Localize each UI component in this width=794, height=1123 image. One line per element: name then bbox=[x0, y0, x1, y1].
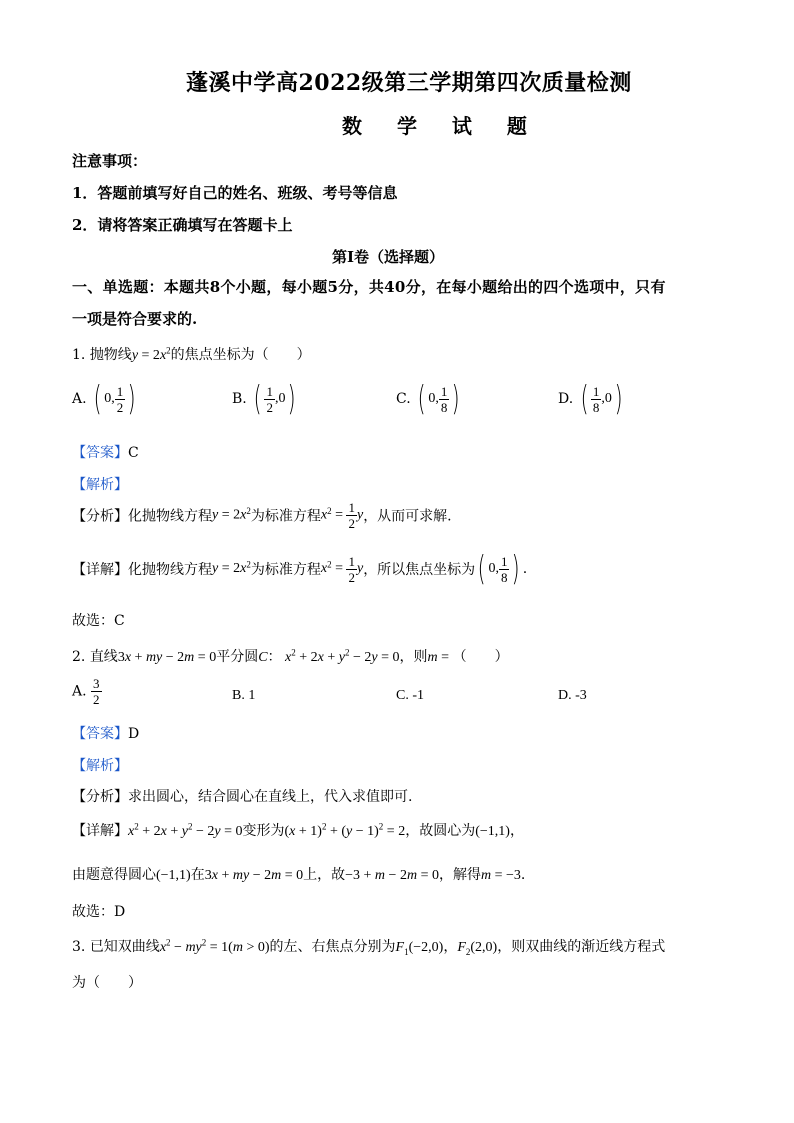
q2-line2-b: 在 bbox=[190, 867, 205, 883]
q1-option-b-label: B. bbox=[232, 391, 247, 407]
q2-option-a-label: A. bbox=[72, 683, 87, 700]
q3-text-c: ， bbox=[443, 939, 458, 955]
q1-analysis-tag: 【解析】 bbox=[72, 477, 128, 493]
q3-stem: 3. 已知双曲线$x^2 - my^2 = 1(m > 0)$的左、右焦点分别为$F_1(-2,0)$，$F_2(2,0)$，则双曲线的渐近线方程式 bbox=[72, 937, 666, 957]
q2-number: 2. bbox=[72, 649, 86, 665]
q2-line2-c: 上，故 bbox=[303, 867, 346, 883]
q1-detail-b: 为标准方程 bbox=[250, 562, 321, 578]
q2-option-c: C. -1 bbox=[396, 688, 424, 703]
q2-fenxi-text: 求出圆心，结合圆心在直线上，代入求值即可. bbox=[128, 789, 413, 805]
q1-detail: 【详解】化抛物线方程$y = 2x^2$为标准方程$x^2$ = $\frac{1}{2}$ y，所以焦点坐标为( 0, $\frac{1}{8}$ ) . bbox=[72, 549, 528, 589]
q1-option-d: D. ( $\frac{1}{8}$ ,0) bbox=[558, 379, 623, 419]
q1-answer-value: C bbox=[128, 445, 139, 461]
q2-detail: 【详解】$x^2 + 2x + y^2 - 2y = 0$变形为$(x + 1)^2 + (y - 1)^2 = 2$，故圆心为(−1,1)， bbox=[72, 821, 524, 839]
q1-fenxi-tag: 【分析】 bbox=[72, 508, 128, 525]
q2-answer bbox=[72, 723, 139, 743]
notes-item-1: 1．答题前填写好自己的姓名、班级、考号等信息 bbox=[72, 184, 398, 202]
q1-text-a: 抛物线 bbox=[89, 347, 132, 363]
q1-detail-d: . bbox=[522, 561, 528, 577]
q1-option-c: C. ( 0, $\frac{1}{8}$ ) bbox=[396, 379, 461, 419]
q2-detail-c: ， bbox=[509, 823, 524, 839]
q1-fenxi-a: 化抛物线方程 bbox=[128, 508, 212, 525]
q2-answer-value: D bbox=[128, 726, 140, 742]
q3-text-b: 的左、右焦点分别为 bbox=[269, 939, 396, 955]
q2-line2-e: . bbox=[520, 867, 526, 883]
q1-detail-tag: 【详解】 bbox=[72, 562, 128, 578]
q3-text-d: ，则双曲线的渐近线方程式 bbox=[497, 939, 666, 955]
q3-number: 3. bbox=[72, 939, 86, 955]
q2-text-a: 直线 bbox=[89, 649, 118, 665]
q1-number: 1. bbox=[72, 347, 86, 363]
q1-stem: 1. 抛物线$y = 2x^2$的焦点坐标为（ ） bbox=[72, 345, 311, 363]
q1-answer bbox=[72, 442, 139, 462]
q2-detail-tag: 【详解】 bbox=[72, 823, 128, 839]
q2-fenxi bbox=[72, 786, 412, 806]
q3-stem-line2: 为（ ） bbox=[72, 975, 142, 991]
notes-heading: 注意事项： bbox=[72, 152, 148, 170]
q2-option-a: A. $\frac{3}{2}$ bbox=[72, 676, 100, 707]
q1-detail-c: ，所以焦点坐标为 bbox=[363, 562, 476, 578]
q2-text-b: 平分圆 bbox=[216, 649, 259, 665]
q1-text-b: 的焦点坐标为（ ） bbox=[170, 347, 311, 363]
q2-line2-d: ，解得 bbox=[438, 867, 481, 883]
notes-item-2: 2．请将答案正确填写在答题卡上 bbox=[72, 216, 293, 234]
q2-detail-a: 变形为 bbox=[242, 823, 285, 839]
q1-option-c-label: C. bbox=[396, 391, 411, 407]
q2-analysis-tag: 【解析】 bbox=[72, 758, 128, 774]
q1-choice: 故选：C bbox=[72, 613, 125, 629]
q2-option-b: B. 1 bbox=[232, 688, 256, 703]
q2-detail-line2: 由题意得圆心(−1,1)在3x + my − 2m = 0上，故−3 + m − 2m = 0，解得m = −3. bbox=[72, 867, 526, 883]
q1-fenxi-c: ，从而可求解. bbox=[363, 508, 452, 525]
q1-option-b: B. ( $\frac{1}{2}$ ,0) bbox=[232, 379, 297, 419]
page-subtitle: 数 学 试 题 bbox=[342, 114, 541, 138]
q2-answer-tag: 【答案】 bbox=[72, 726, 128, 742]
section-intro-line1: 一、单选题：本题共8个小题，每小题5分，共40分，在每小题给出的四个选项中，只有 bbox=[72, 278, 666, 296]
q1-fenxi-b: 为标准方程 bbox=[250, 508, 321, 525]
q1-option-a: A. ( 0, $\frac{1}{2}$ ) bbox=[72, 379, 136, 419]
q1-option-a-label: A. bbox=[72, 391, 87, 407]
q2-text-d: （ ） bbox=[452, 649, 509, 665]
q2-option-d: D. -3 bbox=[558, 688, 587, 703]
q2-detail-b: ，故圆心为 bbox=[405, 823, 476, 839]
q2-choice: 故选：D bbox=[72, 904, 126, 920]
q2-text-c: ，则 bbox=[399, 649, 428, 665]
section-intro-line2: 一项是符合要求的. bbox=[72, 310, 198, 328]
q2-stem: 2. 直线3x + my − 2m = 0平分圆C： $x^2 + 2x + y^2 - 2y = 0$，则m = （ ） bbox=[72, 647, 509, 665]
q2-line2-a: 由题意得圆心 bbox=[72, 867, 156, 883]
q1-detail-a: 化抛物线方程 bbox=[128, 562, 212, 578]
q3-text-a: 已知双曲线 bbox=[89, 939, 160, 955]
q1-fenxi: 【分析】化抛物线方程$y = 2x^2$为标准方程$x^2$ = $\frac{1}{2}$ y，从而可求解. bbox=[72, 500, 452, 531]
q1-answer-tag: 【答案】 bbox=[72, 445, 128, 461]
q1-option-d-label: D. bbox=[558, 391, 574, 407]
page-title: 蓬溪中学高2022级第三学期第四次质量检测 bbox=[186, 70, 632, 96]
q2-fenxi-tag: 【分析】 bbox=[72, 789, 128, 805]
section-title: 第Ⅰ卷（选择题） bbox=[332, 248, 445, 266]
